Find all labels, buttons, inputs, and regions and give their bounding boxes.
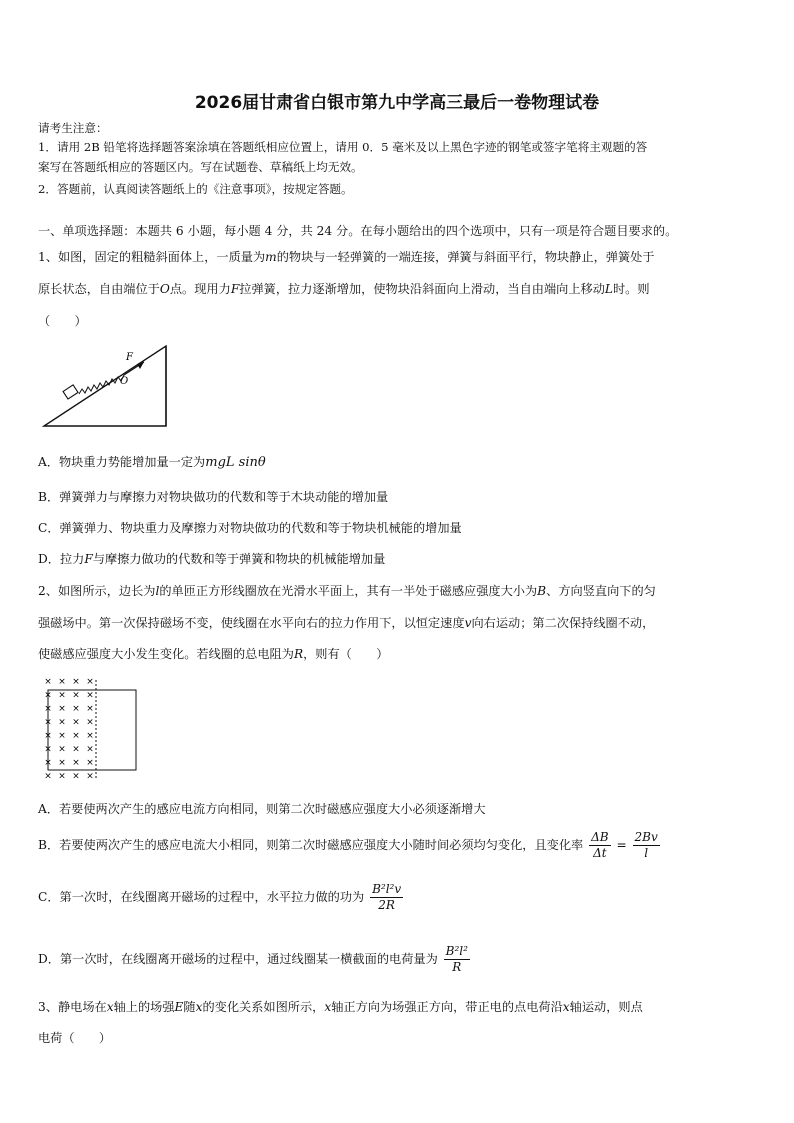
field-cross-mark: × <box>72 677 80 687</box>
field-cross-mark: × <box>58 758 66 768</box>
field-cross-mark: × <box>44 704 52 714</box>
field-cross-mark: × <box>86 731 94 741</box>
field-cross-mark: × <box>72 758 80 768</box>
q3-stem-line2: 电荷（ ） <box>38 1031 112 1045</box>
incline-figure <box>42 340 172 430</box>
field-cross-mark: × <box>72 717 80 728</box>
field-cross-mark: × <box>86 758 94 768</box>
field-cross-mark: × <box>86 744 94 755</box>
field-cross-mark: × <box>58 731 66 741</box>
q3-stem-line1: 3、静电场在x轴上的场强E随x的变化关系如图所示，x轴正方向为场强正方向，带正电的点电荷沿x轴运动，则点 <box>38 1000 643 1014</box>
field-cross-mark: × <box>72 704 80 714</box>
field-cross-mark: × <box>86 771 94 782</box>
q1-option-a: A．物块重力势能增加量一定为mgL sinθ <box>38 455 266 470</box>
field-cross-mark: × <box>86 690 94 701</box>
q2-stem-line2: 强磁场中。第一次保持磁场不变，使线圈在水平向右的拉力作用下，以恒定速度v向右运动；第二次保持线圈不动， <box>38 616 655 630</box>
field-cross-mark: × <box>58 771 66 782</box>
field-cross-mark: × <box>72 771 80 782</box>
fig-label-O: O <box>120 376 129 387</box>
field-cross-mark: × <box>58 704 66 714</box>
field-cross-mark: × <box>58 690 66 701</box>
section-heading: 一、单项选择题：本题共 6 小题，每小题 4 分，共 24 分。在每小题给出的四个选项中，只有一项是符合题目要求的。 <box>38 224 678 238</box>
page-title: 2026届甘肃省白银市第九中学高三最后一卷物理试卷 <box>194 93 600 113</box>
q2-option-d: D．第一次时，在线圈离开磁场的过程中，通过线圈某一横截面的电荷量为 $\frac{\text{B²l²}}{R}$ <box>38 944 468 974</box>
field-cross-mark: × <box>44 717 52 728</box>
q1-answer-paren: （ ） <box>38 314 87 328</box>
q2-option-c: C．第一次时，在线圈离开磁场的过程中，水平拉力做的功为 $\frac{\text{B²l²v}}{2R}$ <box>38 882 402 912</box>
field-cross-mark: × <box>58 717 66 728</box>
q2-option-a: A．若要使两次产生的感应电流方向相同，则第二次时磁感应强度大小必须逐渐增大 <box>38 802 486 816</box>
q1-stem-line2: 原长状态，自由端位于O点。现用力F拉弹簧，拉力逐渐增加，使物块沿斜面向上滑动，当自由端向上移动L时。则 <box>38 282 650 296</box>
field-cross-mark: × <box>86 677 94 687</box>
field-cross-mark: × <box>58 677 66 687</box>
q1-option-c: C．弹簧弹力、物块重力及摩擦力对物块做功的代数和等于物块机械能的增加量 <box>38 521 462 535</box>
notice-heading: 请考生注意： <box>38 121 108 135</box>
magnetic-field-figure <box>40 676 144 784</box>
q2-stem-line1: 2、如图所示，边长为l的单匝正方形线圈放在光滑水平面上，其有一半处于磁感应强度大小为B、方向竖直向下的匀 <box>38 584 656 598</box>
field-cross-mark: × <box>72 690 80 701</box>
field-cross-mark: × <box>86 704 94 714</box>
q1-stem-line1: 1、如图，固定的粗糙斜面体上，一质量为m的物块与一轻弹簧的一端连接，弹簧与斜面平行，物块静止，弹簧处于 <box>38 250 655 264</box>
field-cross-mark: × <box>44 731 52 741</box>
field-cross-mark: × <box>86 717 94 728</box>
field-cross-mark: × <box>44 758 52 768</box>
field-cross-mark: × <box>44 677 52 687</box>
field-cross-mark: × <box>58 744 66 755</box>
q2-stem-line3: 使磁感应强度大小发生变化。若线圈的总电阻为R，则有（ ） <box>38 647 389 661</box>
notice-item2: 2．答题前，认真阅读答题纸上的《注意事项》，按规定答题。 <box>38 182 353 196</box>
field-cross-mark: × <box>44 771 52 782</box>
notice-item1-line2: 案写在答题纸相应的答题区内。写在试题卷、草稿纸上均无效。 <box>38 160 363 174</box>
field-cross-mark: × <box>44 690 52 701</box>
field-cross-mark: × <box>72 731 80 741</box>
field-cross-mark: × <box>72 744 80 755</box>
notice-item1-line1: 1．请用 2B 铅笔将选择题答案涂填在答题纸相应位置上，请用 0．5 毫米及以上黑色字迹的钢笔或签字笔将主观题的答 <box>38 140 648 154</box>
field-cross-mark: × <box>44 744 52 755</box>
q2-option-b: B．若要使两次产生的感应电流大小相同，则第二次时磁感应强度大小随时间必须均匀变化，且变化率 $\frac{\Delta B}{\Delta t}$ = $\frac{2Bv}{l}$ <box>38 830 658 860</box>
fig-label-F: F <box>126 352 133 363</box>
q1-option-b: B．弹簧弹力与摩擦力对物块做功的代数和等于木块动能的增加量 <box>38 490 389 504</box>
q1-option-d: D．拉力F与摩擦力做功的代数和等于弹簧和物块的机械能增加量 <box>38 552 386 566</box>
